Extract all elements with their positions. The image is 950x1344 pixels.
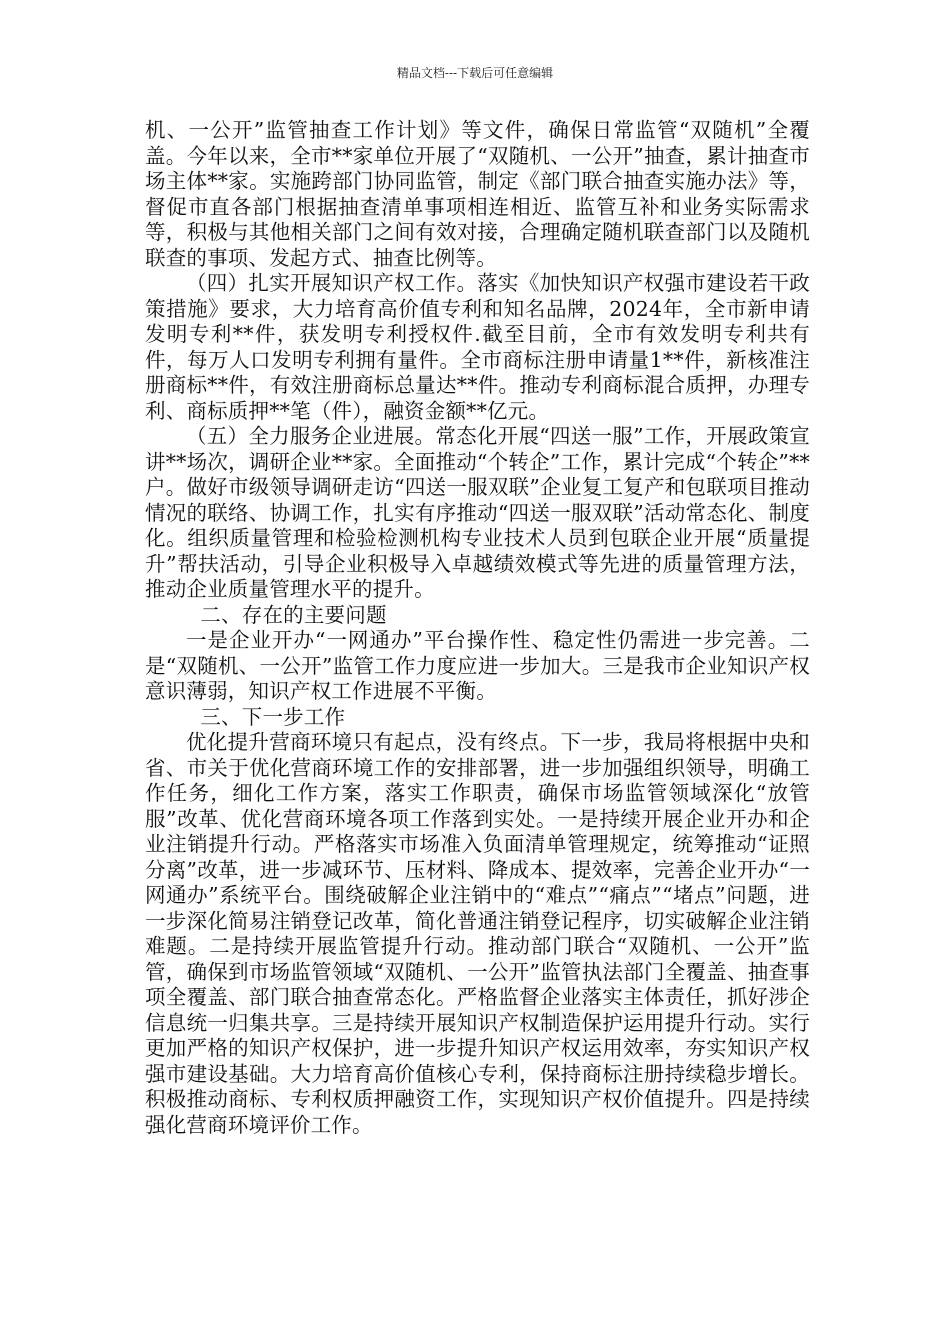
document-body [145,118,810,1138]
section-heading-next-steps: 三、下一步工作 [200,704,346,729]
section-heading-problems: 二、存在的主要问题 [200,602,387,627]
paragraph-next-steps: 优化提升营商环境只有起点，没有终点。下一步，我局将根据中央和省、市关于优化营商环境工作的安排部署，进一步加强组织领导，明确工作任务，细化工作方案，落实工作职责，确保市场监管领域深化“放管服”改革、优化营商环境各项工作落到实处。一是持续开展企业开办和企业注销提升行动。严格落实市场准入负面清单管理规定，统筹推动“证照分离”改革，进一步减环节、压材料、降成本、提效率，完善企业开办“一网通办”系统平台。围绕破解企业注销中的“难点”“痛点”“堵点”问题，进一步深化简易注销登记改革，简化普通注销登记程序，切实破解企业注销难题。二是持续开展监管提升行动。推动部门联合“双随机、一公开”监管，确保到市场监管领域“双随机、一公开”监管执法部门全覆盖、抽查事项全覆盖、部门联合抽查常态化。严格监督企业落实主体责任，抓好涉企信息统一归集共享。三是持续开展知识产权制造保护运用提升行动。实行更加严格的知识产权保护，进一步提升知识产权运用效率，夯实知识产权强市建设基础。大力培育高价值核心专利，保持商标注册持续稳步增长。积极推动商标、专利权质押融资工作，实现知识产权价值提升。四是持续强化营商环境评价工作。 [145,730,810,1137]
paragraph-enterprise-service: （五）全力服务企业进展。常态化开展“四送一服”工作，开展政策宣讲**场次，调研企业**家。全面推动“个转企”工作，累计完成“个转企”**户。做好市级领导调研走访“四送一服双联”企业复工复产和包联项目推动情况的联络、协调工作，扎实有序推动“四送一服双联”活动常态化、制度化。组织质量管理和检验检测机构专业技术人员到包联企业开展“质量提升”帮扶活动，引导企业积极导入卓越绩效模式等先进的质量管理方法，推动企业质量管理水平的提升。 [145,424,810,601]
paragraph-continuation: 机、一公开”监管抽查工作计划》等文件，确保日常监管“双随机”全覆盖。今年以来，全市**家单位开展了“双随机、一公开”抽查，累计抽查市场主体**家。实施跨部门协同监管，制定《部门联合抽查实施办法》等，督促市直各部门根据抽查清单事项相连相近、监管互补和业务实际需求等，积极与其他相关部门之间有效对接，合理确定随机联查部门以及随机联查的事项、发起方式、抽查比例等。 [145,118,810,270]
paragraph-problems: 一是企业开办“一网通办”平台操作性、稳定性仍需进一步完善。二是“双随机、一公开”监管工作力度应进一步加大。三是我市企业知识产权意识薄弱，知识产权工作进展不平衡。 [145,628,810,703]
page-header: 精品文档---下载后可任意编辑 [396,66,554,80]
paragraph-ip-work: （四）扎实开展知识产权工作。落实《加快知识产权强市建设若干政策措施》要求，大力培育高价值专利和知名品牌，2024年，全市新申请发明专利**件，获发明专利授权件.截至目前，全市有效发明专利共有件，每万人口发明专利拥有量件。全市商标注册申请量1**件，新核准注册商标**件，有效注册商标总量达**件。推动专利商标混合质押，办理专利、商标质押**笔（件），融资金额**亿元。 [145,271,810,423]
